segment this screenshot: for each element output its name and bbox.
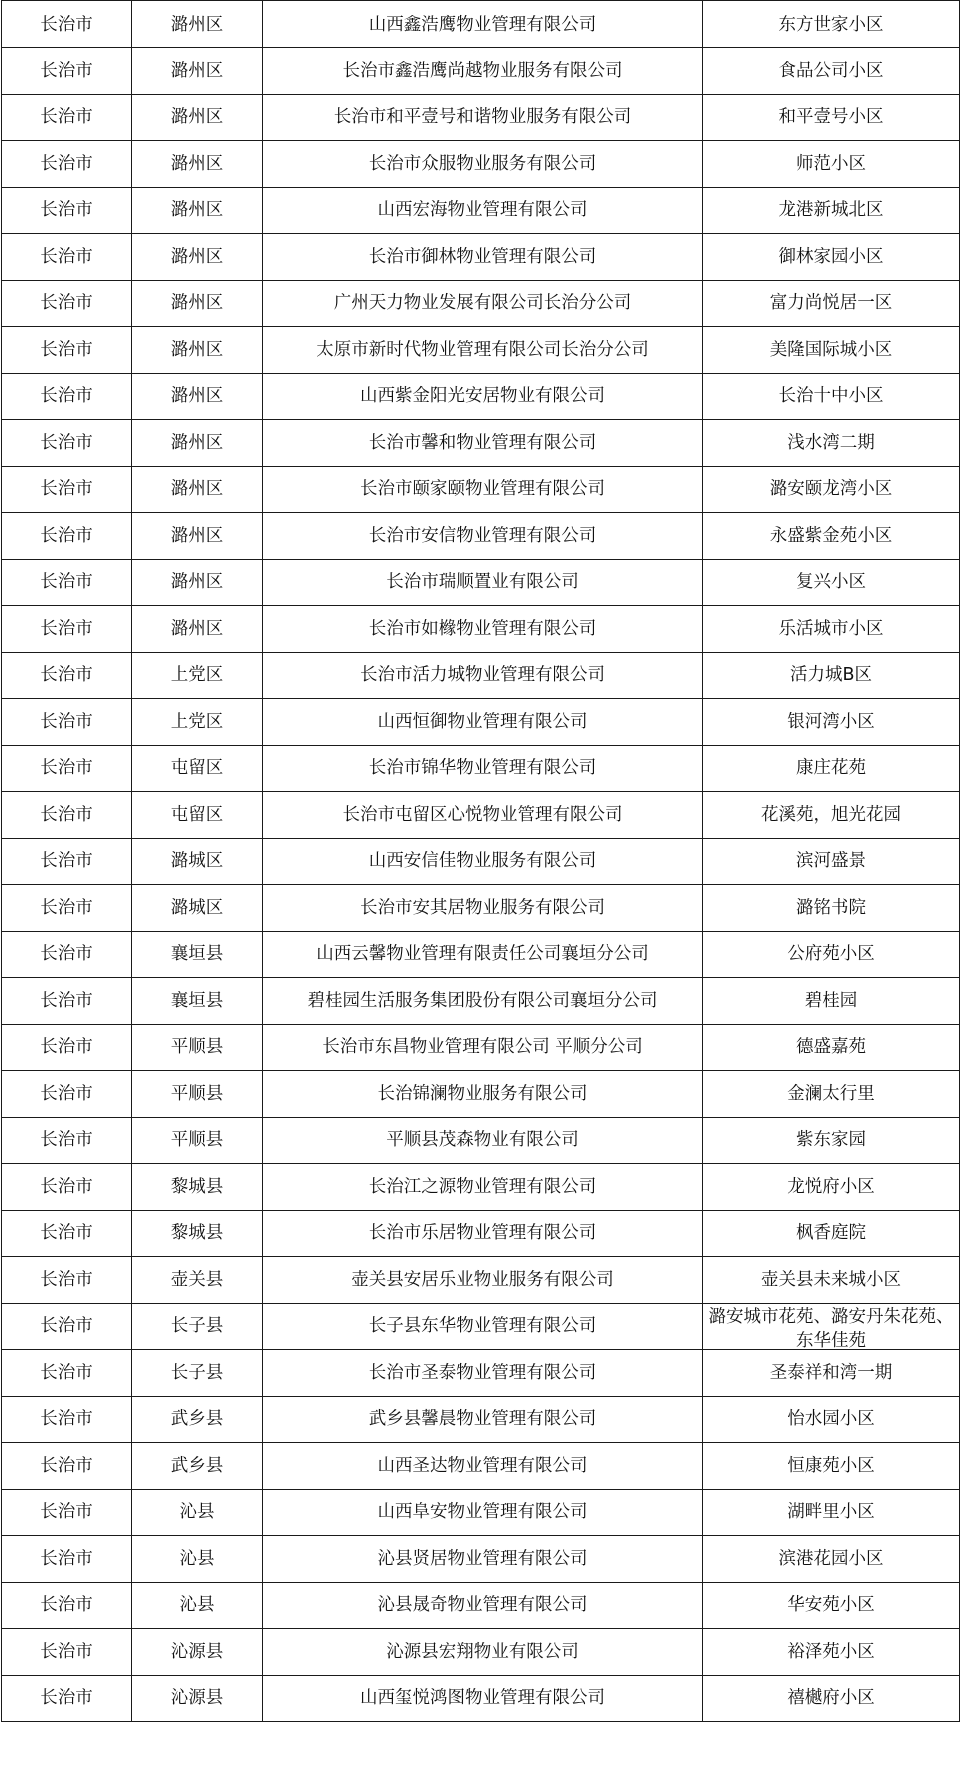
table-row [2, 1303, 960, 1350]
city-cell: 长治市 [2, 1117, 132, 1164]
company-cell: 长治市屯留区心悦物业管理有限公司 [263, 792, 703, 839]
company-cell: 山西紫金阳光安居物业有限公司 [263, 373, 703, 420]
district-cell: 潞州区 [132, 606, 263, 653]
company-cell: 长治市瑞顺置业有限公司 [263, 559, 703, 606]
city-cell: 长治市 [2, 1443, 132, 1490]
company-cell: 广州天力物业发展有限公司长治分公司 [263, 280, 703, 327]
table-row [2, 1443, 960, 1490]
company-cell: 长子县东华物业管理有限公司 [263, 1303, 703, 1350]
company-cell: 长治市安其居物业服务有限公司 [263, 885, 703, 932]
table-row [2, 1582, 960, 1629]
table-row [2, 1257, 960, 1304]
district-cell: 潞州区 [132, 466, 263, 513]
district-cell: 平顺县 [132, 1024, 263, 1071]
district-cell: 潞州区 [132, 234, 263, 281]
company-cell: 山西圣达物业管理有限公司 [263, 1443, 703, 1490]
table-row [2, 978, 960, 1025]
district-cell: 屯留区 [132, 745, 263, 792]
table-row [2, 187, 960, 234]
company-cell: 山西云馨物业管理有限责任公司襄垣分公司 [263, 931, 703, 978]
company-cell: 长治市馨和物业管理有限公司 [263, 420, 703, 467]
table-row [2, 1350, 960, 1397]
community-cell: 和平壹号小区 [703, 94, 960, 141]
community-cell: 乐活城市小区 [703, 606, 960, 653]
district-cell: 潞州区 [132, 420, 263, 467]
district-cell: 潞州区 [132, 94, 263, 141]
community-cell: 东方世家小区 [703, 1, 960, 48]
district-cell: 潞州区 [132, 559, 263, 606]
city-cell: 长治市 [2, 187, 132, 234]
community-cell: 师范小区 [703, 141, 960, 188]
company-cell: 长治市鑫浩鹰尚越物业服务有限公司 [263, 48, 703, 95]
city-cell: 长治市 [2, 1629, 132, 1676]
table-row [2, 1, 960, 48]
city-cell: 长治市 [2, 652, 132, 699]
city-cell: 长治市 [2, 1164, 132, 1211]
district-cell: 武乡县 [132, 1443, 263, 1490]
city-cell: 长治市 [2, 373, 132, 420]
community-cell: 恒康苑小区 [703, 1443, 960, 1490]
district-cell: 潞城区 [132, 885, 263, 932]
table-row [2, 48, 960, 95]
company-cell: 山西宏海物业管理有限公司 [263, 187, 703, 234]
company-cell: 长治市如橼物业管理有限公司 [263, 606, 703, 653]
company-cell: 长治市圣泰物业管理有限公司 [263, 1350, 703, 1397]
district-cell: 黎城县 [132, 1210, 263, 1257]
district-cell: 潞城区 [132, 838, 263, 885]
community-cell: 滨河盛景 [703, 838, 960, 885]
city-cell: 长治市 [2, 1210, 132, 1257]
district-cell: 平顺县 [132, 1071, 263, 1118]
community-cell: 紫东家园 [703, 1117, 960, 1164]
district-cell: 潞州区 [132, 187, 263, 234]
city-cell: 长治市 [2, 48, 132, 95]
community-cell: 长治十中小区 [703, 373, 960, 420]
company-cell: 长治市东昌物业管理有限公司 平顺分公司 [263, 1024, 703, 1071]
city-cell: 长治市 [2, 141, 132, 188]
city-cell: 长治市 [2, 606, 132, 653]
community-cell: 食品公司小区 [703, 48, 960, 95]
table-row [2, 1489, 960, 1536]
table-body [2, 1, 960, 1722]
company-cell: 长治市御林物业管理有限公司 [263, 234, 703, 281]
table-row [2, 373, 960, 420]
company-cell: 沁源县宏翔物业有限公司 [263, 1629, 703, 1676]
table-row [2, 652, 960, 699]
company-cell: 长治市和平壹号和谐物业服务有限公司 [263, 94, 703, 141]
community-cell: 花溪苑，旭光花园 [703, 792, 960, 839]
community-cell [703, 1303, 960, 1350]
table-row [2, 1024, 960, 1071]
table-row [2, 792, 960, 839]
table-row [2, 606, 960, 653]
district-cell: 潞州区 [132, 1, 263, 48]
company-cell: 太原市新时代物业管理有限公司长治分公司 [263, 327, 703, 374]
district-cell: 襄垣县 [132, 931, 263, 978]
table-row [2, 1629, 960, 1676]
city-cell: 长治市 [2, 466, 132, 513]
company-cell: 山西鑫浩鹰物业管理有限公司 [263, 1, 703, 48]
community-cell-text: 潞安城市花苑、潞安丹朱花苑、东华佳苑 [708, 1306, 954, 1349]
district-cell: 潞州区 [132, 141, 263, 188]
community-cell: 怡水园小区 [703, 1396, 960, 1443]
community-cell: 潞安颐龙湾小区 [703, 466, 960, 513]
table-row [2, 141, 960, 188]
community-cell: 裕泽苑小区 [703, 1629, 960, 1676]
table-row [2, 699, 960, 746]
table-row [2, 559, 960, 606]
community-cell: 华安苑小区 [703, 1582, 960, 1629]
community-cell: 美隆国际城小区 [703, 327, 960, 374]
district-cell: 沁源县 [132, 1675, 263, 1722]
company-cell: 碧桂园生活服务集团股份有限公司襄垣分公司 [263, 978, 703, 1025]
company-cell: 山西玺悦鸿图物业管理有限公司 [263, 1675, 703, 1722]
community-cell: 金澜太行里 [703, 1071, 960, 1118]
table-row [2, 885, 960, 932]
city-cell: 长治市 [2, 745, 132, 792]
district-cell: 潞州区 [132, 327, 263, 374]
city-cell: 长治市 [2, 1582, 132, 1629]
table-row [2, 234, 960, 281]
community-cell: 活力城B区 [703, 652, 960, 699]
table-row [2, 466, 960, 513]
table-row [2, 1164, 960, 1211]
city-cell: 长治市 [2, 420, 132, 467]
table-row [2, 1071, 960, 1118]
community-cell: 公府苑小区 [703, 931, 960, 978]
company-cell: 沁县晟奇物业管理有限公司 [263, 1582, 703, 1629]
community-cell: 枫香庭院 [703, 1210, 960, 1257]
company-cell: 沁县贤居物业管理有限公司 [263, 1536, 703, 1583]
district-cell: 襄垣县 [132, 978, 263, 1025]
district-cell: 沁县 [132, 1536, 263, 1583]
community-cell: 龙悦府小区 [703, 1164, 960, 1211]
community-cell: 圣泰祥和湾一期 [703, 1350, 960, 1397]
table-row [2, 1536, 960, 1583]
table-row [2, 280, 960, 327]
city-cell: 长治市 [2, 1536, 132, 1583]
community-cell: 潞铭书院 [703, 885, 960, 932]
city-cell: 长治市 [2, 792, 132, 839]
city-cell: 长治市 [2, 699, 132, 746]
city-cell: 长治市 [2, 1350, 132, 1397]
city-cell: 长治市 [2, 1, 132, 48]
city-cell: 长治市 [2, 838, 132, 885]
city-cell: 长治市 [2, 1071, 132, 1118]
district-cell: 沁县 [132, 1582, 263, 1629]
district-cell: 沁县 [132, 1489, 263, 1536]
city-cell: 长治市 [2, 1024, 132, 1071]
district-cell: 屯留区 [132, 792, 263, 839]
table-row [2, 513, 960, 560]
company-cell: 山西阜安物业管理有限公司 [263, 1489, 703, 1536]
community-cell: 湖畔里小区 [703, 1489, 960, 1536]
city-cell: 长治市 [2, 327, 132, 374]
table-row [2, 838, 960, 885]
city-cell: 长治市 [2, 1257, 132, 1304]
community-cell: 银河湾小区 [703, 699, 960, 746]
company-cell: 山西恒御物业管理有限公司 [263, 699, 703, 746]
table-row [2, 931, 960, 978]
district-cell: 壶关县 [132, 1257, 263, 1304]
table-row [2, 94, 960, 141]
community-cell: 德盛嘉苑 [703, 1024, 960, 1071]
community-cell: 康庄花苑 [703, 745, 960, 792]
community-cell: 富力尚悦居一区 [703, 280, 960, 327]
city-cell: 长治市 [2, 885, 132, 932]
community-cell: 永盛紫金苑小区 [703, 513, 960, 560]
district-cell: 沁源县 [132, 1629, 263, 1676]
company-cell: 长治江之源物业管理有限公司 [263, 1164, 703, 1211]
district-cell: 潞州区 [132, 48, 263, 95]
community-cell: 碧桂园 [703, 978, 960, 1025]
district-cell: 黎城县 [132, 1164, 263, 1211]
community-cell: 浅水湾二期 [703, 420, 960, 467]
table-row [2, 1675, 960, 1722]
table-row [2, 420, 960, 467]
district-cell: 武乡县 [132, 1396, 263, 1443]
company-cell: 山西安信佳物业服务有限公司 [263, 838, 703, 885]
district-cell: 长子县 [132, 1350, 263, 1397]
city-cell: 长治市 [2, 513, 132, 560]
city-cell: 长治市 [2, 559, 132, 606]
community-cell: 滨港花园小区 [703, 1536, 960, 1583]
table-row [2, 1210, 960, 1257]
city-cell: 长治市 [2, 1675, 132, 1722]
table-row [2, 1117, 960, 1164]
community-cell: 禧樾府小区 [703, 1675, 960, 1722]
company-cell: 长治市众服物业服务有限公司 [263, 141, 703, 188]
company-cell: 长治市乐居物业管理有限公司 [263, 1210, 703, 1257]
district-cell: 上党区 [132, 699, 263, 746]
table-row [2, 745, 960, 792]
company-cell: 长治市锦华物业管理有限公司 [263, 745, 703, 792]
company-cell: 长治市颐家颐物业管理有限公司 [263, 466, 703, 513]
district-cell: 平顺县 [132, 1117, 263, 1164]
company-cell: 长治市活力城物业管理有限公司 [263, 652, 703, 699]
company-cell: 武乡县馨晨物业管理有限公司 [263, 1396, 703, 1443]
property-management-table [1, 0, 960, 1722]
city-cell: 长治市 [2, 1489, 132, 1536]
district-cell: 潞州区 [132, 513, 263, 560]
city-cell: 长治市 [2, 280, 132, 327]
district-cell: 上党区 [132, 652, 263, 699]
city-cell: 长治市 [2, 1396, 132, 1443]
district-cell: 潞州区 [132, 280, 263, 327]
city-cell: 长治市 [2, 931, 132, 978]
city-cell: 长治市 [2, 94, 132, 141]
company-cell: 长治锦澜物业服务有限公司 [263, 1071, 703, 1118]
district-cell: 长子县 [132, 1303, 263, 1350]
city-cell: 长治市 [2, 978, 132, 1025]
table-row [2, 327, 960, 374]
community-cell: 复兴小区 [703, 559, 960, 606]
company-cell: 平顺县茂森物业有限公司 [263, 1117, 703, 1164]
company-cell: 长治市安信物业管理有限公司 [263, 513, 703, 560]
community-cell: 龙港新城北区 [703, 187, 960, 234]
company-cell: 壶关县安居乐业物业服务有限公司 [263, 1257, 703, 1304]
table-row [2, 1396, 960, 1443]
community-cell: 御林家园小区 [703, 234, 960, 281]
city-cell: 长治市 [2, 234, 132, 281]
community-cell: 壶关县未来城小区 [703, 1257, 960, 1304]
district-cell: 潞州区 [132, 373, 263, 420]
city-cell: 长治市 [2, 1303, 132, 1350]
